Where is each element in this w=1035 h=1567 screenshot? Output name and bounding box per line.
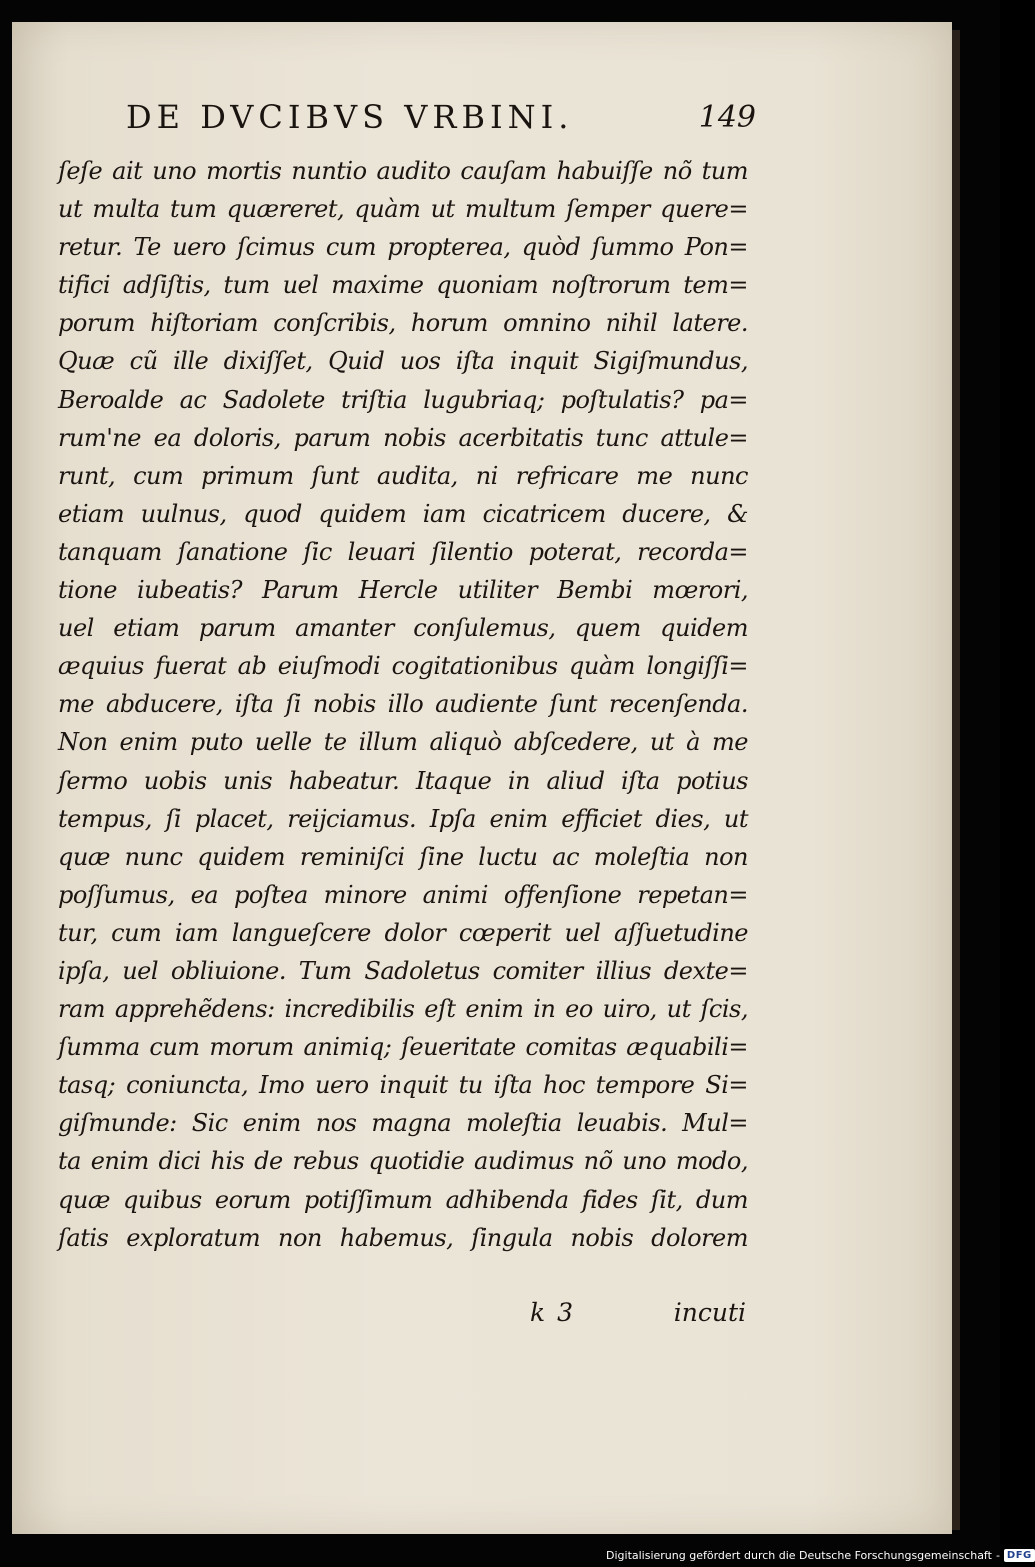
text-line: retur. Te uero ſcimus cum propterea, quòd ſummo Pon= xyxy=(58,233,748,262)
credit-separator: - xyxy=(995,1548,1000,1562)
text-line: ſermo uobis unis habeatur. Itaque in aliud iſta potius xyxy=(58,766,748,795)
running-head: DE DVCIBVS VRBINI. xyxy=(126,98,574,136)
text-line: giſmunde: Sic enim nos magna moleſtia leuabis. Mul= xyxy=(58,1109,748,1138)
signature-mark: k 3 xyxy=(530,1298,574,1327)
text-line: ſumma cum morum animiq; ſeueritate comitas æquabili= xyxy=(58,1033,748,1062)
text-line: ram apprehẽdens: incredibilis eſt enim in eo uiro, ut ſcis, xyxy=(58,995,748,1024)
page-footer xyxy=(530,1298,746,1338)
text-line: poſſumus, ea poſtea minore animi offenſione repetan= xyxy=(58,880,748,909)
catchword: incuti xyxy=(673,1298,746,1327)
text-line: ſatis exploratum non habemus, ſingula nobis dolorem xyxy=(58,1223,748,1252)
text-line: ſeſe ait uno mortis nuntio audito cauſam habuiſſe nõ tum xyxy=(58,157,748,185)
text-line: tanquam ſanatione ſic leuari ſilentio poterat, recorda= xyxy=(58,537,748,566)
text-line: Quæ cũ ille dixiſſet, Quid uos iſta inquit Sigiſmundus, xyxy=(58,347,748,376)
page-number: 149 xyxy=(698,100,756,135)
text-line: tur, cum iam langueſcere dolor cœperit uel aſſuetudine xyxy=(58,918,748,947)
text-line: etiam uulnus, quod quidem iam cicatricem ducere, & xyxy=(58,499,748,528)
text-line: Non enim puto uelle te illum aliquò abſcedere, ut à me xyxy=(58,728,748,757)
text-line: uel etiam parum amanter conſulemus, quem quidem xyxy=(58,614,748,643)
text-line: ut multa tum quæreret, quàm ut multum ſemper quere= xyxy=(58,195,748,224)
text-line: æquius fuerat ab eiuſmodi cogitationibus quàm longiſſi= xyxy=(58,652,748,681)
text-line: ipſa, uel obliuione. Tum Sadoletus comiter illius dexte= xyxy=(58,956,748,985)
text-line: runt, cum primum ſunt audita, ni refricare me nunc xyxy=(58,461,748,490)
dfg-logo-icon: DFG xyxy=(1004,1549,1035,1562)
text-line: tione iubeatis? Parum Hercle utiliter Bembi mœrori, xyxy=(58,576,748,605)
text-line: porum hiſtoriam conſcribis, horum omnino nihil latere. xyxy=(58,309,748,338)
text-line: tasq; coniuncta, Imo uero inquit tu iſta hoc tempore Si= xyxy=(58,1071,748,1100)
credit-text: Digitalisierung gefördert durch die Deutsche Forschungsgemeinschaft xyxy=(606,1548,992,1562)
digitization-credit xyxy=(606,1546,1035,1564)
text-line: me abducere, iſta ſi nobis illo audiente ſunt recenſenda. xyxy=(58,690,748,719)
text-line: quæ nunc quidem reminiſci ſine luctu ac moleſtia non xyxy=(58,842,748,871)
page-header xyxy=(126,98,756,144)
text-line: tempus, ſi placet, reijciamus. Ipſa enim efficiet dies, ut xyxy=(58,804,748,833)
page-edge xyxy=(952,30,960,1530)
text-line: ta enim dici his de rebus quotidie audimus nõ uno modo, xyxy=(58,1147,748,1176)
text-line: quæ quibus eorum potiſſimum adhibenda fides ſit, dum xyxy=(58,1185,748,1214)
text-line: Beroalde ac Sadolete triſtia lugubriaq; poſtulatis? pa= xyxy=(58,385,748,414)
text-line: rum'ne ea doloris, parum nobis acerbitatis tunc attule= xyxy=(58,423,748,452)
text-line: tifici adſiſtis, tum uel maxime quoniam noſtrorum tem= xyxy=(58,271,748,300)
body-text xyxy=(58,152,748,1257)
